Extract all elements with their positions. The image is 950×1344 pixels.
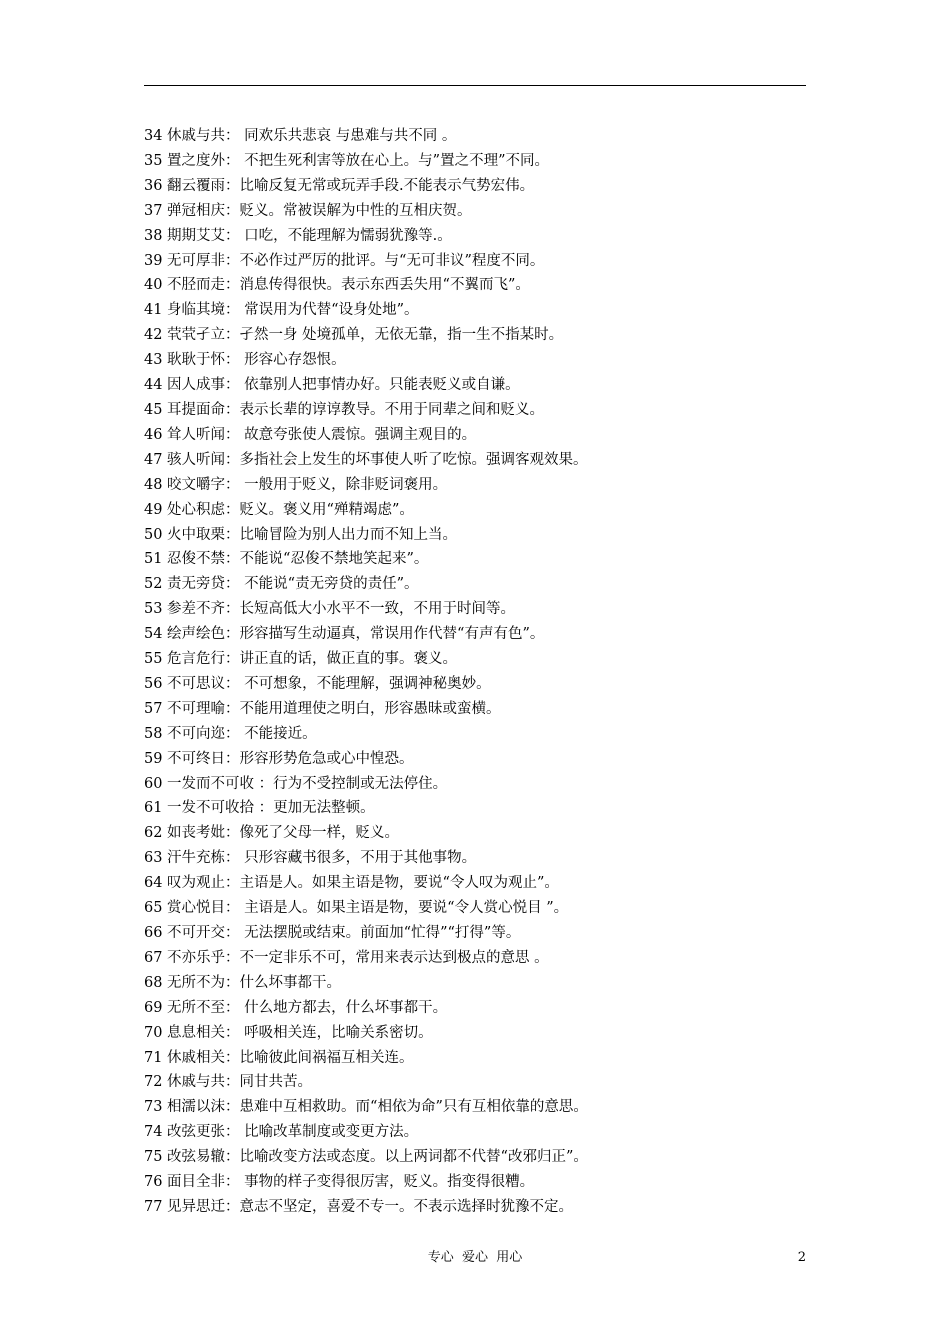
list-item: 39 无可厚非：不必作过严厉的批评。与“无可非议”程度不同。 — [144, 252, 545, 269]
list-item: 58 不可向迩： 不能接近。 — [144, 725, 317, 742]
list-item: 52 责无旁贷： 不能说“责无旁贷的责任”。 — [144, 576, 419, 593]
page-number: 2 — [797, 1250, 806, 1265]
list-item: 68 无所不为：什么坏事都干。 — [144, 974, 342, 991]
list-item: 73 相濡以沫：患难中互相救助。而“相依为命”只有互相依靠的意思。 — [144, 1099, 588, 1116]
list-item: 70 息息相关： 呼吸相关连，比喻关系密切。 — [144, 1024, 433, 1041]
list-item: 36 翻云覆雨：比喻反复无常或玩弄手段.不能表示气势宏伟。 — [144, 177, 535, 194]
list-item: 71 休戚相关：比喻彼此间祸福互相关连。 — [144, 1049, 414, 1066]
list-item: 77 见异思迁：意志不坚定，喜爱不专一。不表示选择时犹豫不定。 — [144, 1198, 574, 1215]
list-item: 47 骇人听闻：多指社会上发生的坏事使人听了吃惊。强调客观效果。 — [144, 451, 588, 468]
list-item: 49 处心积虑：贬义。褒义用“殚精竭虑”。 — [144, 501, 414, 518]
idiom-list — [144, 124, 824, 1220]
list-item: 41 身临其境： 常误用为代替“设身处地”。 — [144, 302, 419, 319]
list-item: 66 不可开交： 无法摆脱或结束。前面加“忙得”“打得”等。 — [144, 925, 521, 941]
list-item: 40 不胫而走：消息传得很快。表示东西丢失用“不翼而飞”。 — [144, 277, 530, 294]
list-item: 43 耿耿于怀： 形容心存怨恨。 — [144, 352, 346, 369]
list-item: 62 如丧考妣：像死了父母一样，贬义。 — [144, 825, 400, 842]
list-item: 45 耳提面命：表示长辈的谆谆教导。不用于同辈之间和贬义。 — [144, 401, 545, 418]
header-rule — [144, 85, 806, 86]
list-item: 38 期期艾艾： 口吃，不能理解为懦弱犹豫等.。 — [144, 227, 452, 244]
list-item: 56 不可思议： 不可想象，不能理解，强调神秘奥妙。 — [144, 675, 491, 692]
list-item: 60 一发而不可收 ：行为不受控制或无法停住。 — [144, 775, 448, 792]
list-item: 44 因人成事： 依靠别人把事情办好。只能表贬义或自谦。 — [144, 377, 520, 394]
list-item: 74 改弦更张： 比喻改革制度或变更方法。 — [144, 1124, 419, 1141]
list-item: 53 参差不齐：长短高低大小水平不一致，不用于时间等。 — [144, 601, 516, 618]
list-item: 59 不可终日：形容形势危急或心中惶恐。 — [144, 750, 414, 767]
list-item: 46 耸人听闻： 故意夸张使人震惊。强调主观目的。 — [144, 426, 477, 443]
list-item: 61 一发不可收拾 ：更加无法整顿。 — [144, 800, 375, 817]
list-item: 69 无所不至： 什么地方都去，什么坏事都干。 — [144, 999, 448, 1016]
list-item: 75 改弦易辙：比喻改变方法或态度。以上两词都不代替“改邪归正”。 — [144, 1149, 588, 1166]
list-item: 42 茕茕孑立：孑然一身 处境孤单，无依无靠，指一生不指某时。 — [144, 327, 564, 344]
list-item: 65 赏心悦目： 主语是人。如果主语是物，要说“令人赏心悦目 ”。 — [144, 900, 569, 917]
list-item: 51 忍俊不禁：不能说“忍俊不禁地笑起来”。 — [144, 551, 429, 568]
list-item: 55 危言危行：讲正直的话，做正直的事。褒义。 — [144, 651, 458, 668]
list-item: 54 绘声绘色：形容描写生动逼真，常误用作代替“有声有色”。 — [144, 626, 545, 643]
list-item: 34 休戚与共： 同欢乐共悲哀 与患难与共不同 。 — [144, 128, 457, 144]
list-item: 63 汗牛充栋： 只形容藏书很多，不用于其他事物。 — [144, 850, 477, 867]
list-item: 57 不可理喻：不能用道理使之明白，形容愚昧或蛮横。 — [144, 700, 501, 717]
list-item: 64 叹为观止：主语是人。如果主语是物，要说“令人叹为观止”。 — [144, 875, 559, 892]
list-item: 37 弹冠相庆：贬义。常被误解为中性的互相庆贺。 — [144, 202, 472, 219]
list-item: 72 休戚与共：同甘共苦。 — [144, 1074, 313, 1091]
list-item: 48 咬文嚼字： 一般用于贬义，除非贬词褒用。 — [144, 476, 448, 493]
list-item: 35 置之度外： 不把生死利害等放在心上。与”置之不理”不同。 — [144, 152, 549, 169]
list-item: 50 火中取栗：比喻冒险为别人出力而不知上当。 — [144, 526, 458, 543]
list-item: 67 不亦乐乎：不一定非乐不可，常用来表示达到极点的意思 。 — [144, 949, 549, 966]
list-item: 76 面目全非： 事物的样子变得很厉害，贬义。指变得很糟。 — [144, 1174, 535, 1191]
footer-motto: 专心 爱心 用心 — [427, 1250, 523, 1265]
